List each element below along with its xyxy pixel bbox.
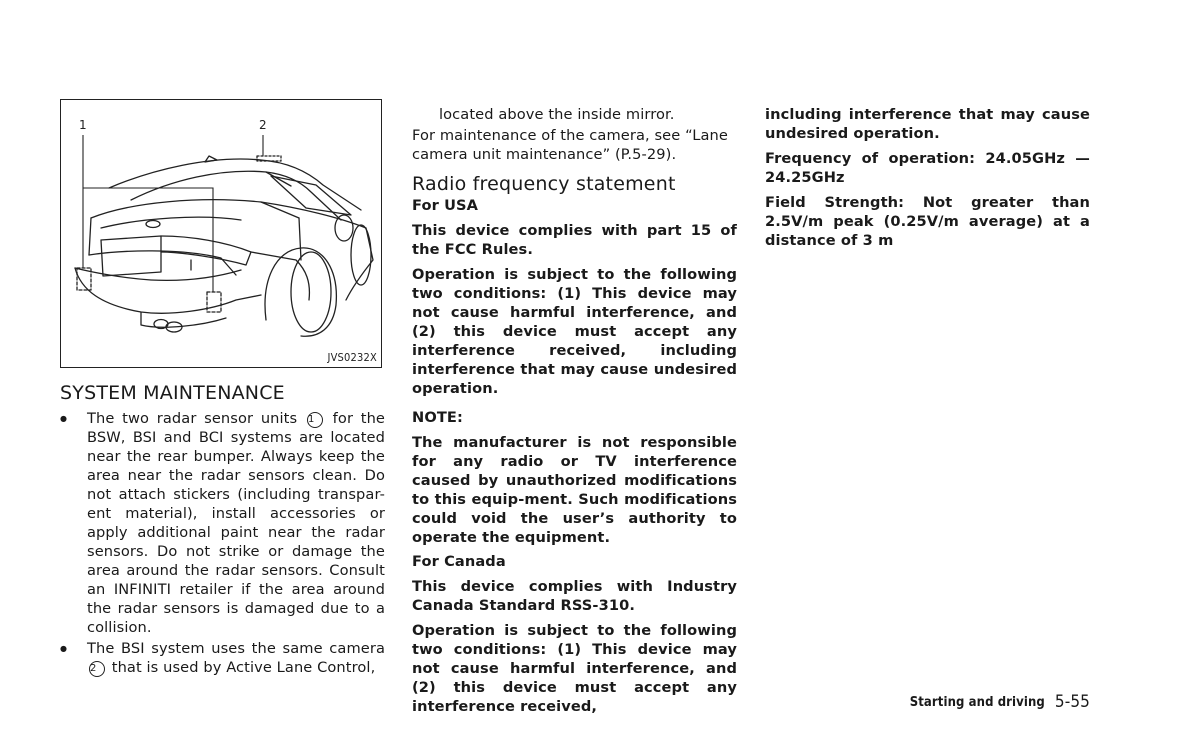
- left-column: [60, 381, 385, 677]
- figure-code: JVS0232X: [327, 351, 377, 364]
- camera-location-text: located above the inside mirror.: [439, 106, 675, 123]
- field-strength: Field Strength: Not greater than 2.5V/m peak (0.25V/m average) at a distance of 3 m: [765, 194, 1090, 249]
- bullet-radar-sensors: [60, 409, 385, 637]
- for-canada-label: For Canada: [412, 553, 506, 570]
- bullet-bsi-camera: [60, 639, 385, 677]
- section-heading-radio-frequency: Radio frequency statement: [412, 173, 676, 195]
- callout-2-label: 2: [259, 118, 267, 132]
- callout-1-label: 1: [79, 118, 87, 132]
- section-heading-system-maintenance: SYSTEM MAINTENANCE: [60, 382, 285, 404]
- footer-section-title: Starting and driving: [909, 695, 1045, 710]
- circled-number-2: 2: [89, 661, 105, 677]
- bullet1-text-end: for the BSW, BSI and BCI systems are located near the rear bumper. Always keep the area near the radar sensors clean. Do not attach stickers (including transpar-ent material), install accessories or apply additional paint near the radar sensors. Do not strike or damage the area around the radar sensors. Consult an INFINITI retailer if the area around the radar sensors is damaged due to a collision.: [87, 410, 386, 636]
- page-footer: [910, 692, 1090, 712]
- bullet2-text-end: that is used by Active Lane Control,: [111, 659, 376, 676]
- camera-maintenance-text: For maintenance of the camera, see “Lane camera unit maintenance” (P.5-29).: [412, 127, 728, 163]
- frequency-of-operation: Frequency of operation: 24.05GHz — 24.25GHz: [765, 150, 1090, 186]
- right-column: [765, 105, 1090, 250]
- bullet1-text-start: The two radar sensor units: [87, 410, 298, 427]
- interference-continuation: including interference that may cause undesired operation.: [765, 106, 1090, 142]
- car-rear-figure: [60, 99, 382, 368]
- note-paragraph: The manufacturer is not responsible for any radio or TV interference caused by unauthorized modifications to this equip-ment. Such modifications could void the user’s authority to operate the equipment.: [412, 434, 737, 546]
- note-label: NOTE:: [412, 409, 463, 426]
- page-number: 5-55: [1054, 692, 1090, 712]
- bullet2-text-start: The BSI system uses the same camera: [87, 640, 385, 657]
- for-usa-label: For USA: [412, 197, 479, 214]
- circled-number-1: 1: [307, 412, 323, 428]
- usa-fcc-paragraph: This device complies with part 15 of the FCC Rules.: [412, 222, 737, 258]
- canada-conditions-paragraph: Operation is subject to the following two conditions: (1) This device may not cause harmful interference, and (2) this device must accept any interference received,: [412, 622, 737, 715]
- usa-conditions-paragraph: Operation is subject to the following two conditions: (1) This device may not cause harmful interference, and (2) this device must accept any interference received, including interference that may cause undesired operation.: [412, 266, 737, 397]
- car-rear-illustration: [61, 100, 382, 368]
- canada-rss-paragraph: This device complies with Industry Canada Standard RSS-310.: [412, 578, 737, 614]
- middle-column: [412, 105, 737, 716]
